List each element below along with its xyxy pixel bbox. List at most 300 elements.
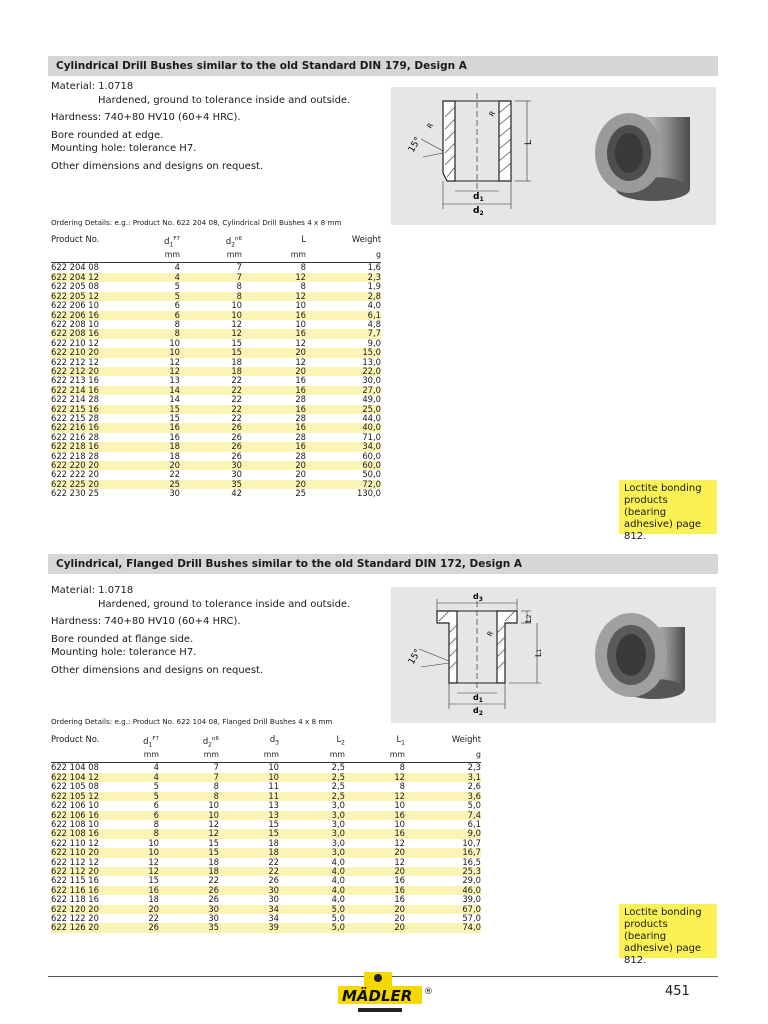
- table-row: [51, 820, 481, 829]
- registered-mark: ®: [424, 987, 433, 997]
- product-number-cell: 622 220 20: [51, 461, 115, 470]
- value-cell: 12: [345, 773, 405, 782]
- mounting-note: Mounting hole: tolerance H7.: [51, 647, 197, 658]
- table-row: [51, 320, 381, 329]
- value-cell: 22: [180, 405, 242, 414]
- value-cell: 8: [159, 792, 219, 801]
- unit-d2: mm: [159, 750, 219, 763]
- section-1-product-table: [51, 234, 381, 499]
- product-number-cell: 622 110 12: [51, 837, 99, 848]
- col-header-d3: $d_3$: [269, 734, 279, 747]
- value-cell: 35: [180, 480, 242, 489]
- table-row: [51, 461, 381, 470]
- value-cell: 22: [231, 394, 242, 405]
- value-cell: 3,0: [331, 837, 345, 848]
- value-cell: 15: [219, 829, 279, 838]
- value-cell: 30: [231, 469, 242, 480]
- value-cell: 22: [208, 875, 219, 886]
- section-2-ordering-details: Ordering Details: e.g.: Product No. 622 104 08, Flanged Drill Bushes 4 x 8 mm: [51, 717, 333, 726]
- value-cell: 6,1: [306, 311, 381, 320]
- value-cell: 16,5: [462, 856, 481, 867]
- material-value: 1.0718: [98, 585, 134, 596]
- value-cell: 5,0: [279, 905, 345, 914]
- value-cell: 15: [180, 348, 242, 357]
- product-number-cell: 622 213 16: [51, 375, 99, 386]
- value-cell: 13,0: [362, 356, 381, 367]
- table-row: [51, 489, 381, 498]
- value-cell: 26: [159, 886, 219, 895]
- unit-d1: mm: [109, 750, 159, 763]
- drawing-label-d2: $d_2$: [473, 706, 483, 717]
- value-cell: 2,6: [467, 781, 481, 792]
- value-cell: 72,0: [306, 480, 381, 489]
- product-number-cell: 622 215 28: [51, 412, 99, 423]
- value-cell: 9,0: [367, 337, 381, 348]
- table-row: [51, 914, 481, 923]
- value-cell: 4,0: [367, 300, 381, 311]
- product-number-cell: 622 108 16: [51, 829, 109, 838]
- table-row: [51, 782, 481, 791]
- table-row: [51, 792, 481, 801]
- value-cell: 5,0: [331, 912, 345, 923]
- unit-d1: mm: [115, 250, 180, 263]
- value-cell: 26: [208, 894, 219, 905]
- table-row: [51, 311, 381, 320]
- value-cell: 7: [180, 273, 242, 282]
- drawing-label-r-2: R: [487, 109, 498, 118]
- value-cell: 16: [394, 875, 405, 886]
- value-cell: 8: [399, 781, 405, 792]
- product-number-cell: 622 216 16: [51, 423, 115, 432]
- product-number-cell: 622 208 10: [51, 318, 99, 329]
- value-cell: 10: [115, 348, 180, 357]
- value-cell: 10: [394, 818, 405, 829]
- value-cell: 2,5: [279, 792, 345, 801]
- col-header-d1: $d_1^{F7}$: [164, 235, 180, 249]
- value-cell: 8: [213, 781, 219, 792]
- value-cell: 10: [295, 300, 306, 311]
- material-value: 1.0718: [98, 81, 134, 92]
- value-cell: 13: [268, 800, 279, 811]
- value-cell: 15: [208, 837, 219, 848]
- value-cell: 25,3: [405, 867, 481, 876]
- value-cell: 34: [219, 905, 279, 914]
- madler-logo: [338, 970, 438, 1020]
- value-cell: 13: [219, 811, 279, 820]
- section-1-ordering-details: Ordering Details: e.g.: Product No. 622 204 08, Cylindrical Drill Bushes 4 x 8 mm: [51, 218, 342, 227]
- product-number-cell: 622 204 12: [51, 273, 115, 282]
- table-row: [51, 395, 381, 404]
- value-cell: 60,0: [306, 461, 381, 470]
- value-cell: 15: [159, 848, 219, 857]
- table-row: [51, 376, 381, 385]
- value-cell: 20: [345, 905, 405, 914]
- value-cell: 27,0: [306, 386, 381, 395]
- value-cell: 16: [242, 329, 306, 338]
- value-cell: 4: [115, 273, 180, 282]
- table-row: [51, 895, 481, 904]
- product-number-cell: 622 215 16: [51, 405, 115, 414]
- drawing-label-l2: L2: [524, 614, 533, 623]
- value-cell: 12: [169, 356, 180, 367]
- value-cell: 30: [208, 912, 219, 923]
- value-cell: 15: [268, 818, 279, 829]
- value-cell: 39,0: [462, 894, 481, 905]
- value-cell: 22: [148, 912, 159, 923]
- value-cell: 74,0: [405, 923, 481, 932]
- product-number-cell: 622 230 25: [51, 488, 99, 499]
- drawing-label-angle: 15°: [406, 647, 424, 667]
- value-cell: 20: [242, 348, 306, 357]
- value-cell: 10: [148, 837, 159, 848]
- value-cell: 20: [242, 480, 306, 489]
- value-cell: 12: [295, 356, 306, 367]
- value-cell: 30: [169, 488, 180, 499]
- table-row: [51, 386, 381, 395]
- unit-d3: mm: [219, 750, 279, 763]
- col-header-d2: $d_2^{n6}$: [202, 735, 219, 749]
- table-row: [51, 405, 381, 414]
- table-row: [51, 905, 481, 914]
- value-cell: 18: [148, 894, 159, 905]
- table-row: [51, 273, 381, 282]
- value-cell: 49,0: [362, 394, 381, 405]
- col-header-weight: Weight: [451, 734, 481, 744]
- value-cell: 11: [268, 781, 279, 792]
- value-cell: 20: [345, 923, 405, 932]
- product-number-cell: 622 126 20: [51, 923, 109, 932]
- section-2-material-info: [51, 584, 381, 677]
- table-row: [51, 923, 481, 932]
- value-cell: 16: [242, 405, 306, 414]
- product-number-cell: 622 110 20: [51, 848, 109, 857]
- value-cell: 8: [300, 262, 306, 273]
- value-cell: 29,0: [462, 875, 481, 886]
- value-cell: 8: [180, 292, 242, 301]
- value-cell: 10: [394, 800, 405, 811]
- product-number-cell: 622 212 20: [51, 367, 115, 376]
- hardness: Hardness: 740+80 HV10 (60+4 HRC).: [51, 616, 241, 627]
- product-number-cell: 622 206 10: [51, 300, 99, 311]
- table-row: [51, 367, 381, 376]
- value-cell: 8: [236, 281, 242, 292]
- value-cell: 50,0: [362, 469, 381, 480]
- value-cell: 2,3: [306, 273, 381, 282]
- value-cell: 22,0: [306, 367, 381, 376]
- product-number-cell: 622 210 12: [51, 337, 99, 348]
- value-cell: 30: [268, 894, 279, 905]
- value-cell: 25: [295, 488, 306, 499]
- section-2-product-table: [51, 734, 481, 933]
- col-header-l1: $L_1$: [396, 734, 405, 747]
- col-header-d1: $d_1^{F7}$: [143, 735, 159, 749]
- value-cell: 12: [208, 818, 219, 829]
- value-cell: 6,1: [467, 818, 481, 829]
- value-cell: 3,0: [279, 829, 345, 838]
- col-header-d2: $d_2^{n6}$: [225, 235, 242, 249]
- value-cell: 30: [159, 905, 219, 914]
- value-cell: 18: [159, 867, 219, 876]
- table-row: [51, 829, 481, 838]
- unit-weight: g: [405, 750, 481, 763]
- value-cell: 8: [399, 762, 405, 773]
- value-cell: 26: [268, 875, 279, 886]
- value-cell: 12: [242, 292, 306, 301]
- value-cell: 6: [109, 811, 159, 820]
- value-cell: 20: [345, 848, 405, 857]
- product-number-cell: 622 116 16: [51, 886, 109, 895]
- product-number-cell: 622 118 16: [51, 894, 99, 905]
- table-row: [51, 867, 481, 876]
- product-number-cell: 622 112 20: [51, 867, 109, 876]
- value-cell: 2,3: [467, 762, 481, 773]
- value-cell: 20: [394, 912, 405, 923]
- value-cell: 4: [174, 262, 180, 273]
- value-cell: 20: [242, 461, 306, 470]
- value-cell: 7: [236, 262, 242, 273]
- value-cell: 22: [169, 469, 180, 480]
- unit-l: mm: [242, 250, 306, 263]
- table-row: [51, 848, 481, 857]
- value-cell: 16: [295, 375, 306, 386]
- value-cell: 5: [109, 792, 159, 801]
- value-cell: 4: [153, 762, 159, 773]
- table-row: [51, 339, 381, 348]
- value-cell: 18: [231, 356, 242, 367]
- value-cell: 12: [345, 792, 405, 801]
- material-label: Material:: [51, 585, 95, 596]
- value-cell: 34,0: [306, 442, 381, 451]
- value-cell: 5,0: [279, 923, 345, 932]
- col-header-product: Product No.: [51, 734, 100, 744]
- value-cell: 2,5: [331, 762, 345, 773]
- value-cell: 12: [148, 856, 159, 867]
- value-cell: 16: [242, 311, 306, 320]
- value-cell: 11: [219, 792, 279, 801]
- product-number-cell: 622 218 28: [51, 450, 99, 461]
- value-cell: 7,4: [405, 811, 481, 820]
- value-cell: 20: [109, 905, 159, 914]
- value-cell: 39: [219, 923, 279, 932]
- table-row: [51, 480, 381, 489]
- value-cell: 6: [153, 800, 159, 811]
- value-cell: 10: [268, 762, 279, 773]
- value-cell: 13: [169, 375, 180, 386]
- drawing-label-d2: $d_2$: [473, 206, 484, 217]
- table-row: [51, 858, 481, 867]
- value-cell: 6: [115, 311, 180, 320]
- mounting-note: Mounting hole: tolerance H7.: [51, 143, 197, 154]
- section-2-title: Cylindrical, Flanged Drill Bushes similar to the old Standard DIN 172, Design A: [48, 554, 718, 574]
- unit-weight: g: [306, 250, 381, 263]
- bore-note: Bore rounded at edge.: [51, 129, 164, 141]
- table-row: [51, 292, 381, 301]
- table-row: [51, 358, 381, 367]
- section-1-material-info: [51, 80, 381, 173]
- value-cell: 12: [159, 829, 219, 838]
- product-number-cell: 622 210 20: [51, 348, 115, 357]
- value-cell: 28: [295, 431, 306, 442]
- table-row: [51, 423, 381, 432]
- value-cell: 28: [295, 412, 306, 423]
- product-number-cell: 622 108 10: [51, 818, 99, 829]
- material-desc: Hardened, ground to tolerance inside and outside.: [98, 94, 351, 106]
- value-cell: 2,5: [279, 773, 345, 782]
- value-cell: 5: [115, 292, 180, 301]
- flanged-bush-technical-drawing: [391, 587, 716, 723]
- product-number-cell: 622 212 12: [51, 356, 99, 367]
- drawing-label-d1: $d_1$: [473, 192, 484, 203]
- value-cell: 1,6: [367, 262, 381, 273]
- product-number-cell: 622 105 12: [51, 792, 109, 801]
- value-cell: 15: [169, 412, 180, 423]
- value-cell: 26: [231, 431, 242, 442]
- value-cell: 35: [159, 923, 219, 932]
- drawing-label-l: L: [524, 139, 534, 145]
- value-cell: 3,0: [331, 800, 345, 811]
- value-cell: 16: [345, 811, 405, 820]
- col-header-l2: $L_2$: [336, 734, 345, 747]
- product-number-cell: 622 216 28: [51, 431, 99, 442]
- value-cell: 3,1: [405, 773, 481, 782]
- product-number-cell: 622 206 16: [51, 311, 115, 320]
- value-cell: 10: [169, 337, 180, 348]
- value-cell: 7: [213, 762, 219, 773]
- unit-l1: mm: [345, 750, 405, 763]
- value-cell: 10: [109, 848, 159, 857]
- value-cell: 1,9: [367, 281, 381, 292]
- product-number-cell: 622 205 12: [51, 292, 115, 301]
- value-cell: 22: [219, 867, 279, 876]
- table-row: [51, 433, 381, 442]
- value-cell: 4,8: [367, 318, 381, 329]
- value-cell: 22: [231, 412, 242, 423]
- table-row: [51, 301, 381, 310]
- section-2-drawing-panel: [391, 587, 716, 723]
- value-cell: 15: [231, 337, 242, 348]
- value-cell: 16: [345, 886, 405, 895]
- value-cell: 10: [295, 318, 306, 329]
- value-cell: 16: [242, 386, 306, 395]
- table-row: [51, 348, 381, 357]
- flanged-bush-photo: [595, 613, 685, 699]
- drawing-label-r: R: [425, 121, 436, 130]
- value-cell: 10,7: [462, 837, 481, 848]
- value-cell: 44,0: [362, 412, 381, 423]
- value-cell: 4,0: [331, 856, 345, 867]
- product-number-cell: 622 106 10: [51, 800, 99, 811]
- value-cell: 30,0: [362, 375, 381, 386]
- value-cell: 20: [295, 469, 306, 480]
- value-cell: 15: [148, 875, 159, 886]
- page-number: 451: [665, 984, 690, 999]
- table-row: [51, 470, 381, 479]
- table-row: [51, 452, 381, 461]
- product-number-cell: 622 204 08: [51, 262, 99, 273]
- value-cell: 16: [109, 886, 159, 895]
- value-cell: 16: [115, 423, 180, 432]
- unit-l2: mm: [279, 750, 345, 763]
- value-cell: 12: [180, 329, 242, 338]
- value-cell: 16: [345, 829, 405, 838]
- value-cell: 57,0: [462, 912, 481, 923]
- value-cell: 10: [208, 800, 219, 811]
- table-row: [51, 442, 381, 451]
- product-number-cell: 622 122 20: [51, 912, 99, 923]
- value-cell: 20: [345, 867, 405, 876]
- value-cell: 22: [231, 375, 242, 386]
- value-cell: 40,0: [306, 423, 381, 432]
- col-header-weight: Weight: [351, 234, 381, 244]
- section-1-drawing-panel: [391, 87, 716, 225]
- product-number-cell: 622 106 16: [51, 811, 109, 820]
- section-2-loctite-note: Loctite bonding products (bearing adhesive) page 812.: [619, 904, 717, 958]
- value-cell: 3,0: [279, 848, 345, 857]
- col-header-l: L: [301, 234, 306, 244]
- value-cell: 46,0: [405, 886, 481, 895]
- table-row: [51, 811, 481, 820]
- product-number-cell: 622 225 20: [51, 480, 115, 489]
- value-cell: 18: [268, 837, 279, 848]
- value-cell: 8: [115, 329, 180, 338]
- value-cell: 34: [268, 912, 279, 923]
- value-cell: 8: [153, 818, 159, 829]
- value-cell: 3,6: [405, 792, 481, 801]
- value-cell: 12: [295, 337, 306, 348]
- product-number-cell: 622 115 16: [51, 875, 99, 886]
- value-cell: 5: [153, 781, 159, 792]
- value-cell: 30: [180, 461, 242, 470]
- col-header-product: Product No.: [51, 234, 100, 244]
- value-cell: 9,0: [405, 829, 481, 838]
- product-number-cell: 622 104 12: [51, 773, 109, 782]
- value-cell: 4,0: [279, 867, 345, 876]
- value-cell: 2,5: [331, 781, 345, 792]
- section-1-loctite-note: Loctite bonding products (bearing adhesive) page 812.: [619, 480, 717, 534]
- value-cell: 8: [300, 281, 306, 292]
- table-row: [51, 773, 481, 782]
- value-cell: 71,0: [362, 431, 381, 442]
- value-cell: 10: [159, 811, 219, 820]
- value-cell: 22: [268, 856, 279, 867]
- bore-note: Bore rounded at flange side.: [51, 633, 194, 645]
- value-cell: 16,7: [405, 848, 481, 857]
- product-number-cell: 622 105 08: [51, 781, 99, 792]
- value-cell: 22: [180, 386, 242, 395]
- value-cell: 130,0: [357, 488, 381, 499]
- drill-bush-technical-drawing: [391, 87, 716, 225]
- product-number-cell: 622 214 28: [51, 394, 99, 405]
- table-row: [51, 329, 381, 338]
- value-cell: 18: [169, 450, 180, 461]
- value-cell: 7: [159, 773, 219, 782]
- logo-text: MÄDLER: [342, 987, 413, 1005]
- value-cell: 15: [115, 405, 180, 414]
- value-cell: 18: [180, 367, 242, 376]
- hardness: Hardness: 740+80 HV10 (60+4 HRC).: [51, 112, 241, 123]
- value-cell: 4,0: [279, 886, 345, 895]
- value-cell: 10: [231, 300, 242, 311]
- value-cell: 30: [219, 886, 279, 895]
- value-cell: 3,0: [331, 818, 345, 829]
- value-cell: 16: [242, 442, 306, 451]
- drawing-label-d3: $d_3$: [473, 592, 483, 603]
- drawing-label-angle: 15°: [406, 135, 424, 155]
- value-cell: 20: [242, 367, 306, 376]
- drawing-label-l1: L1: [534, 648, 543, 657]
- table-row: [51, 763, 481, 773]
- table-row: [51, 876, 481, 885]
